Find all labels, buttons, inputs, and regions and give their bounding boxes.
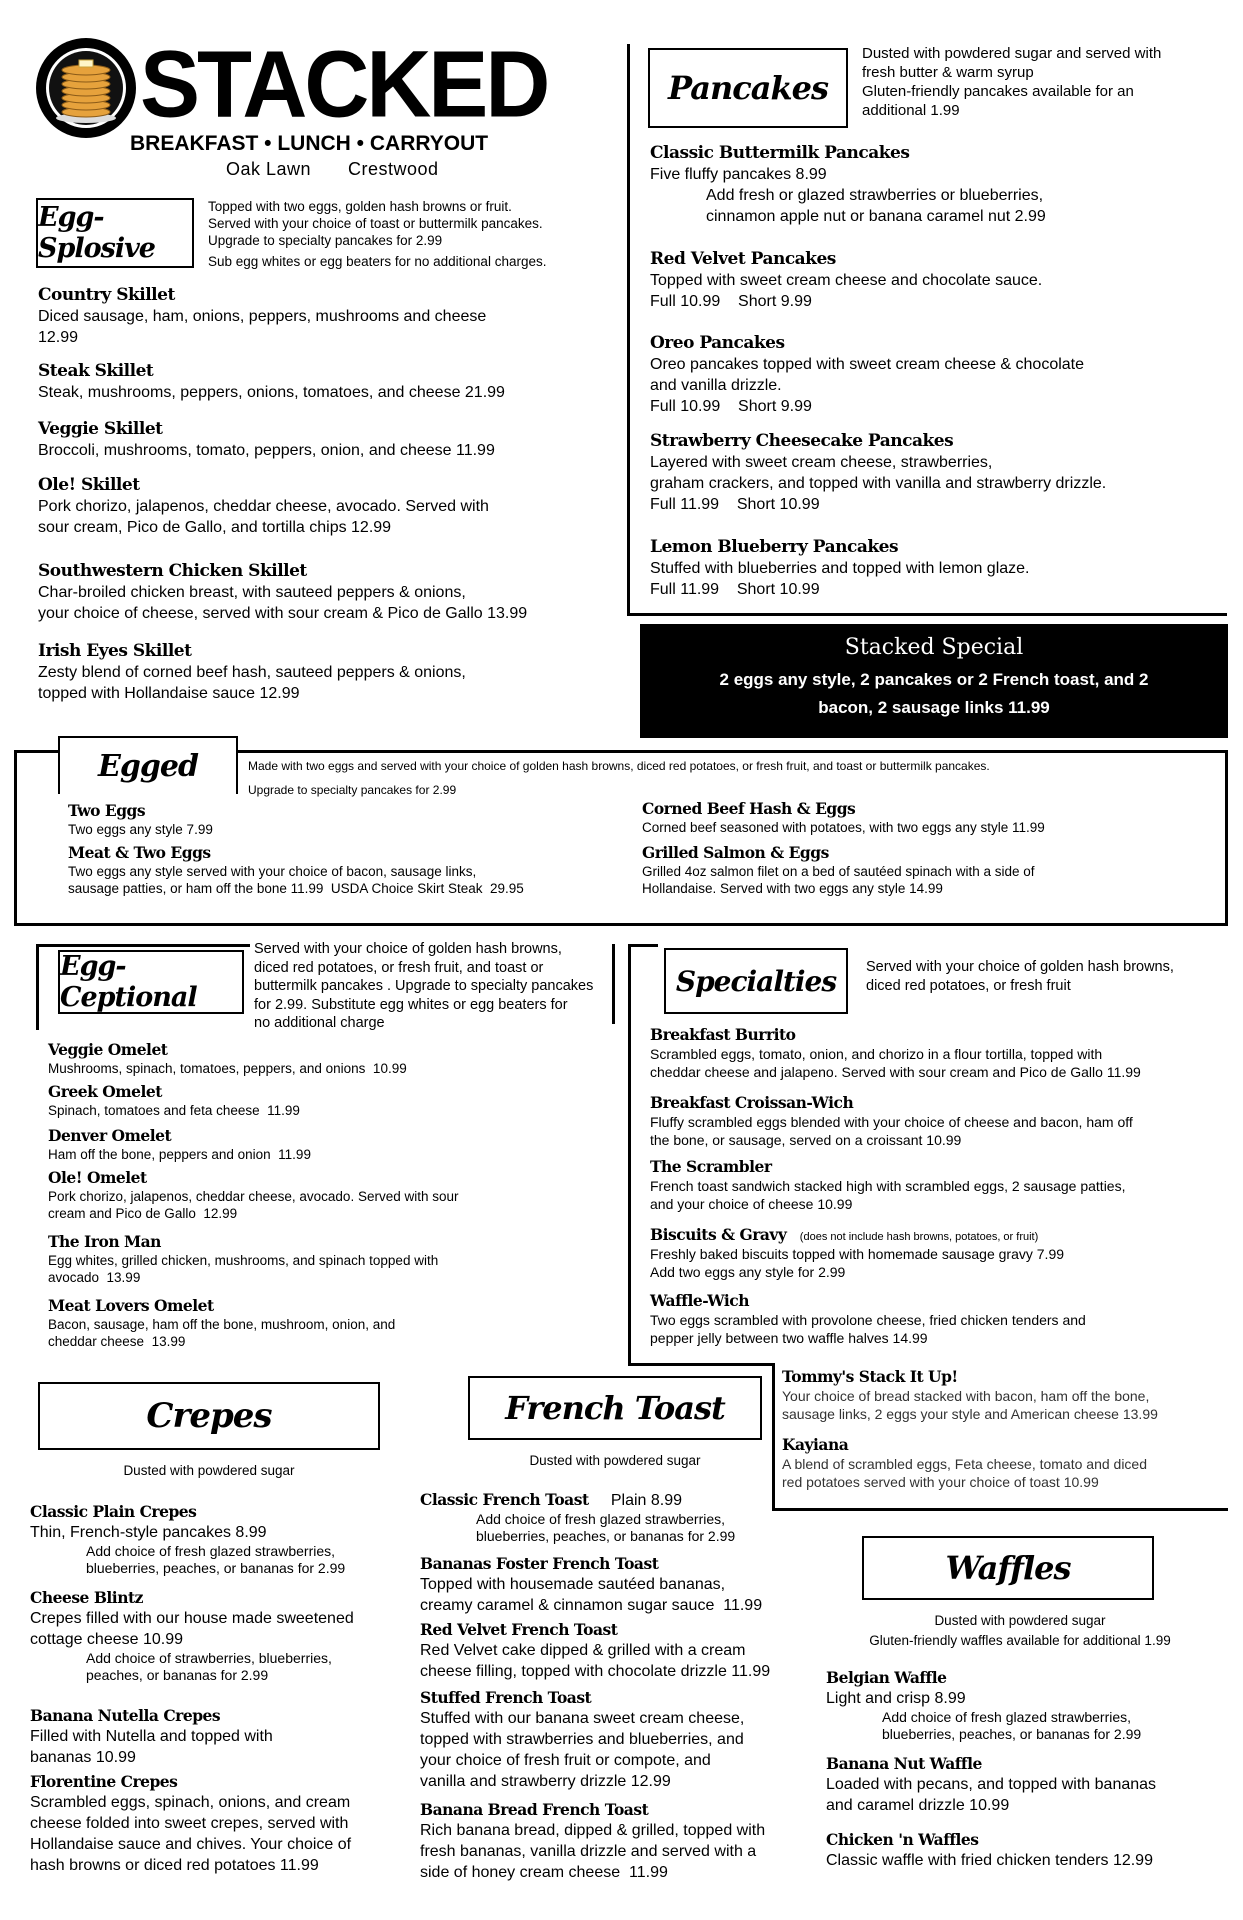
specialties-frame-step-left (772, 1363, 775, 1511)
section-title-egg-splosive: Egg-Splosive (36, 198, 194, 268)
menu-item: Classic Plain Crepes Thin, French-style pancakes 8.99 Add choice of fresh glazed strawberries, blueberries, peaches, or bananas for 2.99 (30, 1502, 346, 1576)
menu-item: Veggie Omelet Mushrooms, spinach, tomatoes, peppers, and onions 10.99 (48, 1040, 407, 1076)
menu-item: Ole! Omelet Pork chorizo, jalapenos, cheddar cheese, avocado. Served with sour cream and Pico de Gallo 12.99 (48, 1168, 459, 1221)
menu-item: Corned Beef Hash & Eggs Corned beef seasoned with potatoes, with two eggs any style 11.99 (642, 799, 1045, 835)
section-title-pancakes: Pancakes (648, 48, 848, 128)
menu-item: Strawberry Cheesecake Pancakes Layered with sweet cream cheese, strawberries, graham crackers, and topped with vanilla and strawberry drizzle. Full 11.99 Short 10.99 (650, 431, 1107, 513)
crepes-description: Dusted with powdered sugar (123, 1463, 295, 1478)
egg-ceptional-frame-left (36, 944, 39, 1030)
section-title-egg-ceptional: Egg-Ceptional (58, 950, 244, 1014)
stacked-special-box (640, 624, 1228, 738)
specialties-frame-step-top (628, 1363, 774, 1366)
waffles-description: Dusted with powdered sugar Gluten-friendly waffles available for additional 1.99 (869, 1613, 1171, 1648)
menu-item: Banana Nut Waffle Loaded with pecans, and topped with bananas and caramel drizzle 10.99 (826, 1754, 1157, 1814)
plain-price: Plain 8.99 (610, 1492, 683, 1509)
location-oak-lawn: Oak Lawn (226, 159, 312, 179)
egg-ceptional-frame-top (36, 944, 250, 947)
pancakes-frame-bottom (627, 613, 1227, 616)
menu-item: Chicken 'n Waffles Classic waffle with fried chicken tenders 12.99 (826, 1830, 1153, 1869)
egg-splosive-items (38, 284, 628, 704)
menu-item: Southwestern Chicken Skillet Char-broiled chicken breast, with sauteed peppers & onions, your choice of cheese, served with sour cream & Pico de Gallo 13.99 (38, 561, 528, 622)
menu-item: Red Velvet French Toast Red Velvet cake dipped & grilled with a cream cheese filling, topped with chocolate drizzle 11.99 (420, 1620, 771, 1680)
menu-item: Banana Nutella Crepes Filled with Nutella and topped with bananas 10.99 (30, 1706, 273, 1766)
tagline: BREAKFAST • LUNCH • CARRYOUT (130, 132, 489, 155)
egged-description: Made with two eggs and served with your choice of golden hash browns, diced red potatoes, or fresh fruit, and toast or buttermilk pancakes. Upgrade to specialty pancakes for 2.99 (248, 759, 990, 797)
pancakes-description: Dusted with powdered sugar and served with fresh butter & warm syrup Gluten-friendly pancakes available for an additional 1.99 (862, 45, 1162, 119)
menu-item: Red Velvet Pancakes Topped with sweet cream cheese and chocolate sauce. Full 10.99 Short 9.99 (650, 249, 1043, 310)
menu-item: Tommy's Stack It Up! Your choice of bread stacked with bacon, ham off the bone, sausage links, 2 eggs your style and American cheese 13.99 (782, 1367, 1158, 1422)
menu-item: Greek Omelet Spinach, tomatoes and feta cheese 11.99 (48, 1082, 300, 1118)
section-title-egged: Egged (58, 736, 238, 794)
french-toast-description: Dusted with powdered sugar (529, 1453, 701, 1468)
menu-item: Bananas Foster French Toast Topped with housemade sautéed bananas, creamy caramel & cinnamon sugar sauce 11.99 (420, 1554, 763, 1614)
logo-emblem (36, 38, 136, 138)
menu-item: Meat Lovers Omelet Bacon, sausage, ham off the bone, mushroom, onion, and cheddar cheese 13.99 (48, 1296, 396, 1349)
section-title-crepes: Crepes (38, 1382, 380, 1450)
menu-item: Stuffed French Toast Stuffed with our banana sweet cream cheese, topped with strawberries and blueberries, and your choice of fresh fruit or compote, and vanilla and strawberry drizzle 12.99 (420, 1688, 745, 1790)
menu-item: Banana Bread French Toast Rich banana bread, dipped & grilled, topped with fresh bananas, vanilla drizzle and served with a side of honey cream cheese 11.99 (420, 1800, 766, 1881)
menu-item: Florentine Crepes Scrambled eggs, spinach, onions, and cream cheese folded into sweet crepes, served with Hollandaise sauce and chives. Your choice of hash browns or diced red potatoes 11.99 (30, 1772, 352, 1874)
biscuits-note: (does not include hash browns, potatoes, or fruit) (799, 1231, 1039, 1243)
section-title-french-toast: French Toast (468, 1376, 762, 1440)
egged-left-items (68, 801, 628, 897)
menu-item: Ole! Skillet Pork chorizo, jalapenos, cheddar cheese, avocado. Served with sour cream, Pico de Gallo, and tortilla chips 12.99 (38, 475, 489, 536)
menu-item: Irish Eyes Skillet Zesty blend of corned beef hash, sauteed peppers & onions, topped with Hollandaise sauce 12.99 (38, 641, 466, 702)
specialties-frame-left (628, 944, 631, 1366)
menu-item: Cheese Blintz Crepes filled with our house made sweetened cottage cheese 10.99 Add choice of strawberries, blueberries, peaches, or bananas for 2.99 (30, 1588, 354, 1683)
menu-item: Breakfast Burrito Scrambled eggs, tomato, onion, and chorizo in a flour tortilla, topped with cheddar cheese and jalapeno. Served with sour cream and Pico de Gallo 11.99 (650, 1025, 1141, 1080)
pancake-stack-icon (36, 38, 136, 138)
menu-item: Veggie Skillet Broccoli, mushrooms, tomato, peppers, onion, and cheese 11.99 (38, 419, 495, 459)
crepes-items (30, 1502, 410, 1876)
stacked-special-desc: bacon, 2 sausage links 11.99 (818, 698, 1050, 717)
pancakes-frame-left (627, 44, 630, 616)
egg-ceptional-items (48, 1040, 618, 1350)
specialties-frame-bottom (772, 1508, 1228, 1511)
section-title-specialties: Specialties (664, 948, 848, 1014)
menu-item: Biscuits & Gravy (does not include hash browns, potatoes, or fruit) Freshly baked biscuits topped with homemade sausage gravy 7.99 Add two eggs any style for 2.99 (650, 1225, 1065, 1280)
specialties-extra-items (782, 1367, 1227, 1491)
stacked-special-desc: 2 eggs any style, 2 pancakes or 2 French toast, and 2 (719, 670, 1149, 689)
menu-item: Breakfast Croissan-Wich Fluffy scrambled eggs blended with your choice of cheese and bacon, ham off the bone, or sausage, served on a croissant 10.99 (650, 1093, 1133, 1148)
location-crestwood: Crestwood (348, 159, 439, 179)
egged-right-items (642, 799, 1222, 897)
menu-item: Two Eggs Two eggs any style 7.99 (68, 801, 213, 837)
menu-item: Classic Buttermilk Pancakes Five fluffy pancakes 8.99 Add fresh or glazed strawberries or blueberries, cinnamon apple nut or banana caramel nut 2.99 (650, 143, 1046, 225)
menu-item: The Iron Man Egg whites, grilled chicken, mushrooms, and spinach topped with avocado 13.99 (48, 1232, 439, 1285)
egg-ceptional-description: Served with your choice of golden hash browns, diced red potatoes, or fresh fruit, and toast or buttermilk pancakes . Upgrade to specialty pancakes for 2.99. Substitute egg whites or egg beaters for no additional charge (254, 941, 594, 1031)
pancakes-items (650, 142, 1230, 600)
menu-item: Classic French Toast Plain 8.99 Add choice of fresh glazed strawberries, blueberries, peaches, or bananas for 2.99 (420, 1490, 736, 1544)
menu-item: Country Skillet Diced sausage, ham, onions, peppers, mushrooms and cheese 12.99 (38, 285, 487, 346)
menu-item: Steak Skillet Steak, mushrooms, peppers, onions, tomatoes, and cheese 21.99 (38, 361, 505, 401)
menu-item: Denver Omelet Ham off the bone, peppers and onion 11.99 (48, 1126, 311, 1162)
specialties-frame-top (628, 944, 658, 947)
menu-item: Kayiana A blend of scrambled eggs, Feta cheese, tomato and diced red potatoes served with your choice of toast 10.99 (782, 1435, 1148, 1490)
menu-item: Oreo Pancakes Oreo pancakes topped with sweet cream cheese & chocolate and vanilla drizzle. Full 10.99 Short 9.99 (650, 333, 1085, 415)
menu-item: Meat & Two Eggs Two eggs any style served with your choice of bacon, sausage links, sausage patties, or ham off the bone 11.99 USDA Choice Skirt Steak 29.95 (68, 843, 524, 896)
waffles-items (826, 1668, 1226, 1871)
menu-item: Belgian Waffle Light and crisp 8.99 Add choice of fresh glazed strawberries, blueberries, peaches, or bananas for 2.99 (826, 1668, 1142, 1742)
specialties-description: Served with your choice of golden hash browns, diced red potatoes, or fresh fruit (866, 959, 1174, 994)
brand-name: STACKED (140, 32, 548, 138)
stacked-special-title: Stacked Special (844, 635, 1024, 660)
egg-splosive-description: Topped with two eggs, golden hash browns or fruit. Served with your choice of toast or buttermilk pancakes. Upgrade to specialty pancakes for 2.99 Sub egg whites or egg beaters for no additional charges. (208, 199, 547, 269)
section-title-waffles: Waffles (862, 1536, 1154, 1600)
french-toast-items (420, 1490, 780, 1883)
menu-item: Grilled Salmon & Eggs Grilled 4oz salmon filet on a bed of sautéed spinach with a side of Hollandaise. Served with two eggs any style 14.99 (642, 843, 1035, 896)
specialties-items (650, 1025, 1230, 1347)
menu-item: Waffle-Wich Two eggs scrambled with provolone cheese, fried chicken tenders and pepper jelly between two waffle halves 14.99 (650, 1291, 1086, 1346)
menu-item: Lemon Blueberry Pancakes Stuffed with blueberries and topped with lemon glaze. Full 11.99 Short 10.99 (650, 537, 1030, 598)
menu-item: The Scrambler French toast sandwich stacked high with scrambled eggs, 2 sausage patties, and your choice of cheese 10.99 (650, 1157, 1126, 1212)
